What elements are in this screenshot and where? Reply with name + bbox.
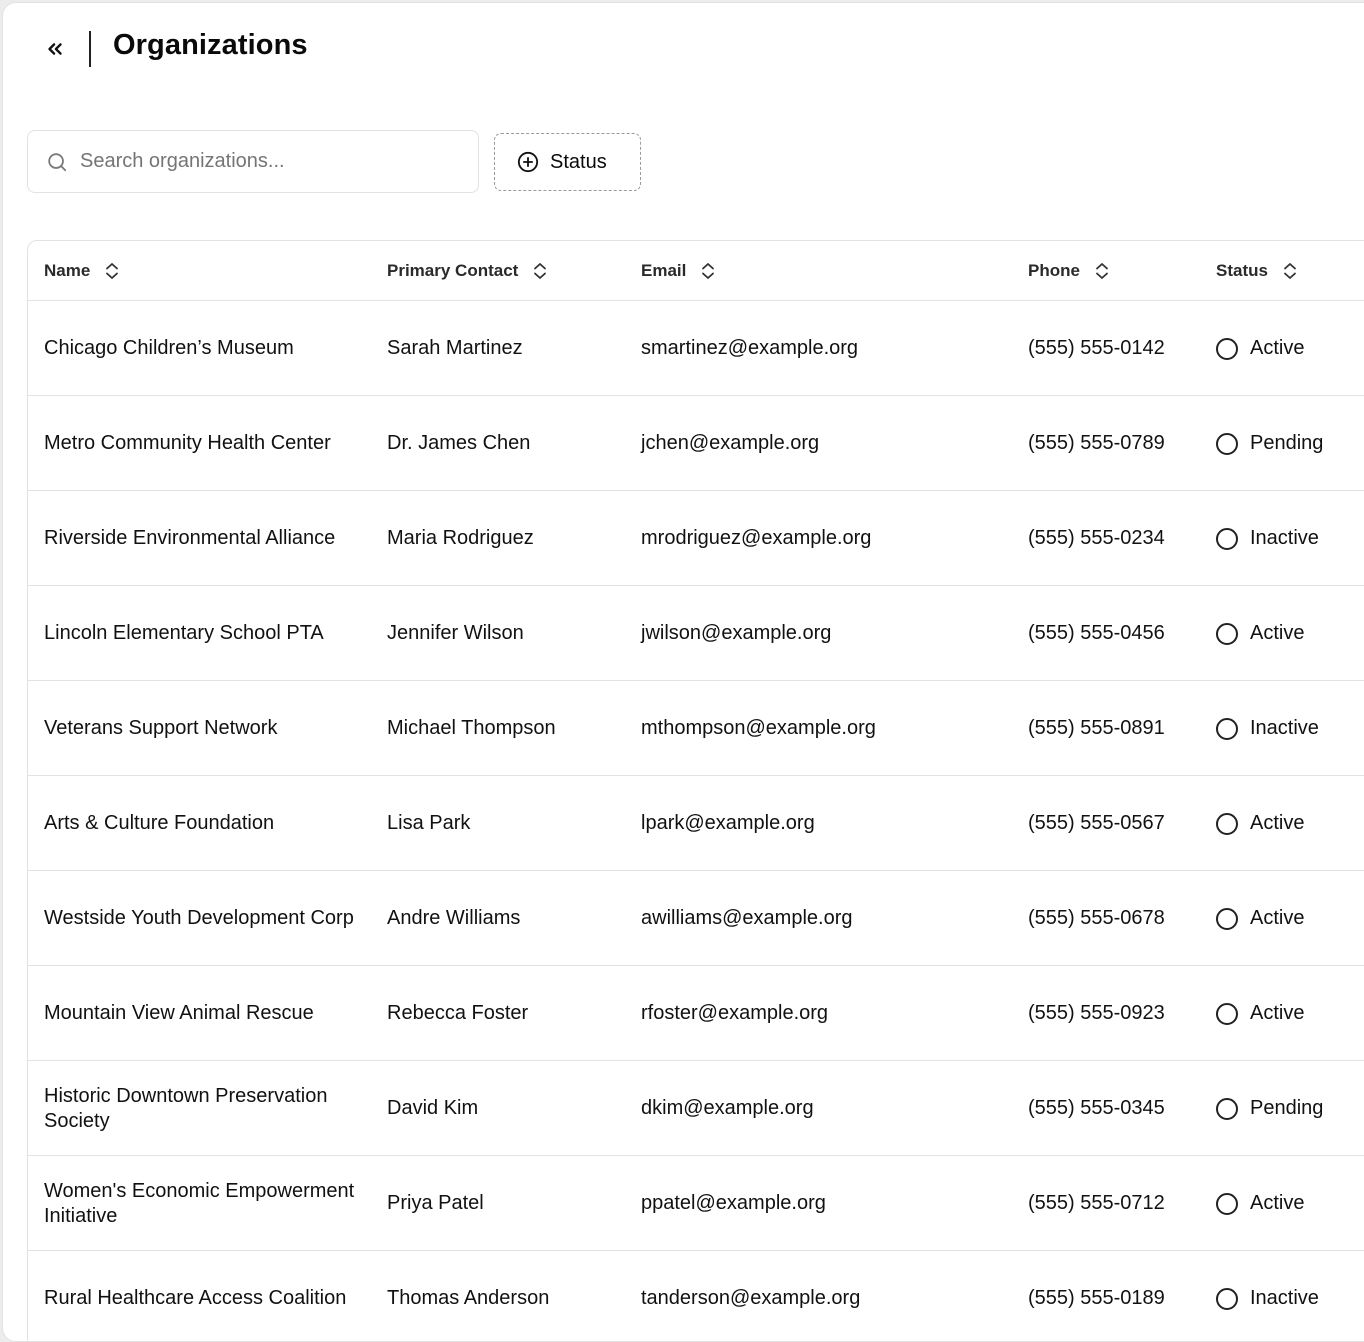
org-name: Lincoln Elementary School PTA bbox=[44, 622, 324, 644]
status-label: Active bbox=[1250, 812, 1305, 834]
status-label: Pending bbox=[1250, 1097, 1324, 1119]
table-body bbox=[28, 301, 1364, 1342]
table-header bbox=[28, 241, 1364, 301]
org-name: Chicago Children’s Museum bbox=[44, 337, 294, 359]
org-name: Arts & Culture Foundation bbox=[44, 812, 275, 834]
column-header-phone[interactable]: Phone bbox=[1028, 241, 1110, 301]
collapse-sidebar-button[interactable] bbox=[39, 33, 71, 65]
page-header bbox=[3, 3, 1364, 95]
org-name: Veterans Support Network bbox=[44, 717, 278, 739]
column-header-primary-contact[interactable]: Primary Contact bbox=[387, 241, 548, 301]
primary-contact: Dr. James Chen bbox=[387, 432, 531, 454]
phone: (555) 555-0456 bbox=[1028, 622, 1165, 644]
status-label: Active bbox=[1250, 907, 1305, 929]
column-header-email[interactable]: Email bbox=[641, 241, 716, 301]
table-row[interactable] bbox=[28, 776, 1364, 871]
header-divider bbox=[89, 31, 91, 67]
org-name: Rural Healthcare Access Coalition bbox=[44, 1287, 347, 1309]
org-name: Riverside Environmental Alliance bbox=[44, 527, 336, 549]
status-label: Active bbox=[1250, 337, 1305, 359]
table-row[interactable] bbox=[28, 966, 1364, 1061]
table-row[interactable] bbox=[28, 1061, 1364, 1156]
table-row[interactable] bbox=[28, 871, 1364, 966]
phone: (555) 555-0234 bbox=[1028, 527, 1165, 549]
phone: (555) 555-0712 bbox=[1028, 1192, 1165, 1214]
sort-icon bbox=[700, 262, 716, 280]
sort-icon bbox=[1282, 262, 1298, 280]
primary-contact: Sarah Martinez bbox=[387, 337, 523, 359]
primary-contact: Maria Rodriguez bbox=[387, 527, 534, 549]
status-circle-icon bbox=[1216, 1003, 1238, 1025]
search-box[interactable] bbox=[27, 130, 479, 193]
phone: (555) 555-0189 bbox=[1028, 1287, 1165, 1309]
table-row[interactable] bbox=[28, 681, 1364, 776]
status-circle-icon bbox=[1216, 908, 1238, 930]
status-circle-icon bbox=[1216, 718, 1238, 740]
page-title: Organizations bbox=[113, 29, 308, 61]
plus-circle-icon bbox=[517, 151, 539, 173]
status-cell bbox=[1216, 871, 1304, 966]
sort-icon bbox=[1094, 262, 1110, 280]
email: jchen@example.org bbox=[641, 432, 820, 454]
status-circle-icon bbox=[1216, 813, 1238, 835]
status-label: Active bbox=[1250, 1002, 1305, 1024]
status-label: Inactive bbox=[1250, 527, 1319, 549]
email: smartinez@example.org bbox=[641, 337, 859, 359]
primary-contact: Thomas Anderson bbox=[387, 1287, 550, 1309]
email: tanderson@example.org bbox=[641, 1287, 861, 1309]
status-cell bbox=[1216, 966, 1304, 1061]
org-name: Mountain View Animal Rescue bbox=[44, 1002, 314, 1024]
status-cell bbox=[1216, 586, 1304, 681]
status-filter-button[interactable] bbox=[494, 133, 641, 191]
status-circle-icon bbox=[1216, 1193, 1238, 1215]
email: dkim@example.org bbox=[641, 1097, 814, 1119]
status-circle-icon bbox=[1216, 1098, 1238, 1120]
primary-contact: Andre Williams bbox=[387, 907, 521, 929]
phone: (555) 555-0789 bbox=[1028, 432, 1165, 454]
phone: (555) 555-0678 bbox=[1028, 907, 1165, 929]
org-name: Historic Downtown Preservation Society bbox=[44, 1084, 328, 1132]
status-label: Active bbox=[1250, 622, 1305, 644]
organizations-table bbox=[27, 240, 1364, 1342]
primary-contact: Priya Patel bbox=[387, 1192, 484, 1214]
status-circle-icon bbox=[1216, 528, 1238, 550]
email: jwilson@example.org bbox=[641, 622, 832, 644]
table-row[interactable] bbox=[28, 1251, 1364, 1342]
table-row[interactable] bbox=[28, 301, 1364, 396]
search-icon bbox=[46, 151, 68, 173]
status-cell bbox=[1216, 681, 1319, 776]
status-circle-icon bbox=[1216, 338, 1238, 360]
primary-contact: Lisa Park bbox=[387, 812, 471, 834]
status-circle-icon bbox=[1216, 623, 1238, 645]
primary-contact: Jennifer Wilson bbox=[387, 622, 524, 644]
phone: (555) 555-0142 bbox=[1028, 337, 1165, 359]
status-cell bbox=[1216, 491, 1319, 586]
email: lpark@example.org bbox=[641, 812, 815, 834]
status-label: Inactive bbox=[1250, 1287, 1319, 1309]
table-row[interactable] bbox=[28, 1156, 1364, 1251]
table-row[interactable] bbox=[28, 491, 1364, 586]
org-name: Women's Economic Empowerment Initiative bbox=[44, 1179, 355, 1227]
email: rfoster@example.org bbox=[641, 1002, 829, 1024]
organizations-panel bbox=[2, 2, 1364, 1342]
status-label: Pending bbox=[1250, 432, 1324, 454]
status-circle-icon bbox=[1216, 1288, 1238, 1310]
status-cell bbox=[1216, 1061, 1323, 1156]
chevrons-left-icon bbox=[44, 38, 66, 60]
email: ppatel@example.org bbox=[641, 1192, 826, 1214]
status-label: Inactive bbox=[1250, 717, 1319, 739]
org-name: Westside Youth Development Corp bbox=[44, 907, 354, 929]
status-filter-label: Status bbox=[550, 150, 607, 173]
sort-icon bbox=[532, 262, 548, 280]
status-label: Active bbox=[1250, 1192, 1305, 1214]
primary-contact: David Kim bbox=[387, 1097, 479, 1119]
status-cell bbox=[1216, 301, 1304, 396]
search-input[interactable] bbox=[80, 150, 460, 173]
primary-contact: Rebecca Foster bbox=[387, 1002, 529, 1024]
table-row[interactable] bbox=[28, 586, 1364, 681]
phone: (555) 555-0923 bbox=[1028, 1002, 1165, 1024]
phone: (555) 555-0345 bbox=[1028, 1097, 1165, 1119]
status-cell bbox=[1216, 776, 1304, 871]
table-row[interactable] bbox=[28, 396, 1364, 491]
phone: (555) 555-0567 bbox=[1028, 812, 1165, 834]
primary-contact: Michael Thompson bbox=[387, 717, 556, 739]
org-name: Metro Community Health Center bbox=[44, 432, 331, 454]
column-header-status[interactable]: Status bbox=[1216, 241, 1298, 301]
status-cell bbox=[1216, 1251, 1319, 1342]
email: mthompson@example.org bbox=[641, 717, 876, 739]
sort-icon bbox=[104, 262, 120, 280]
column-header-name[interactable]: Name bbox=[44, 241, 120, 301]
email: awilliams@example.org bbox=[641, 907, 853, 929]
status-cell bbox=[1216, 1156, 1304, 1251]
status-cell bbox=[1216, 396, 1323, 491]
status-circle-icon bbox=[1216, 433, 1238, 455]
email: mrodriguez@example.org bbox=[641, 527, 872, 549]
phone: (555) 555-0891 bbox=[1028, 717, 1165, 739]
